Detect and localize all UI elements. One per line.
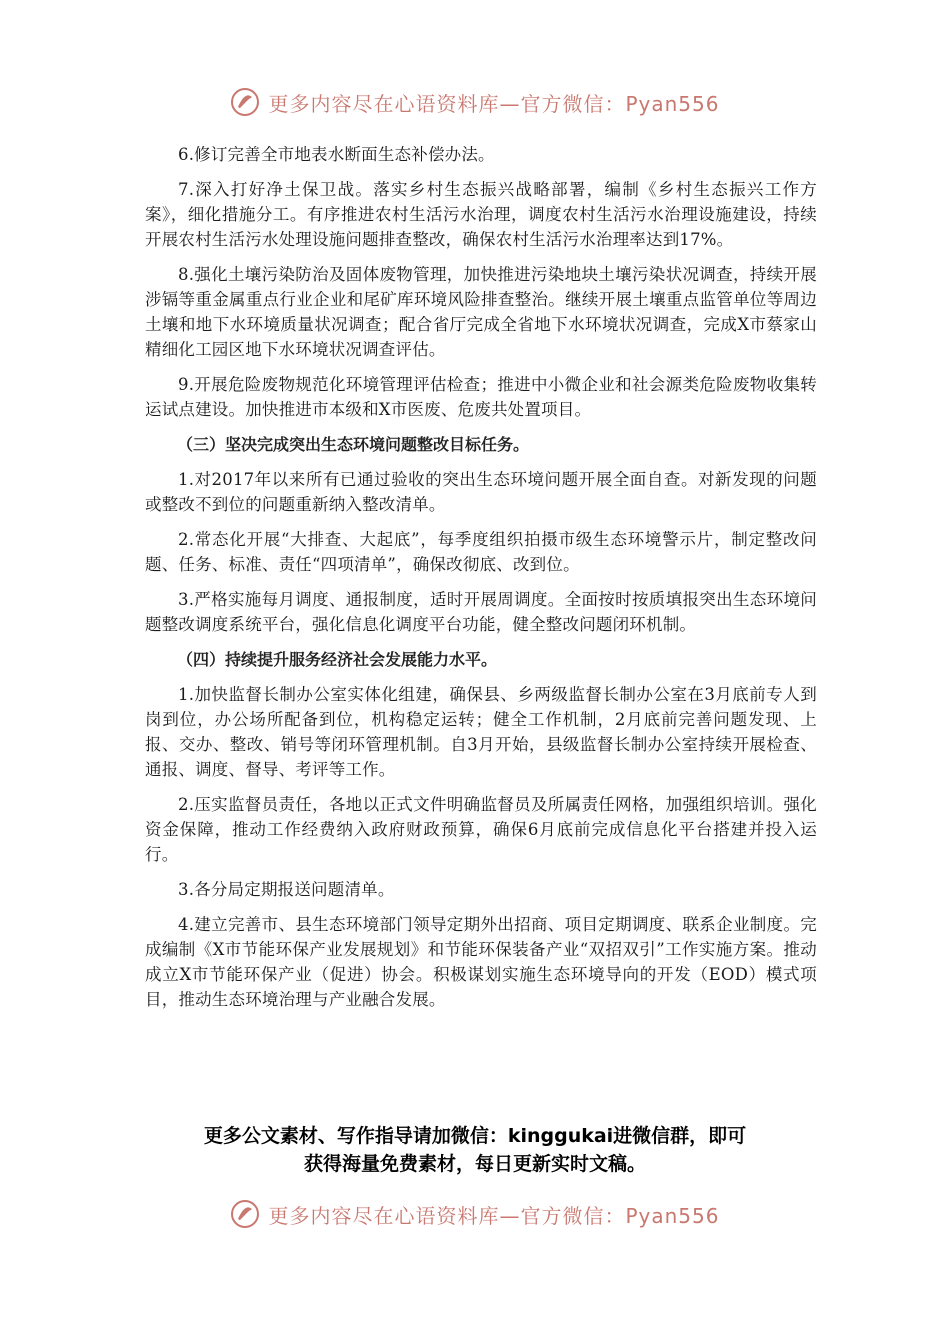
- footer-watermark: [0, 1194, 950, 1234]
- promo-line-1: 更多公文素材、写作指导请加微信：kinggukai进微信群，即可: [203, 1125, 747, 1147]
- body-paragraph: 9.开展危险废物规范化环境管理评估检查；推进中小微企业和社会源类危险废物收集转运试点建设。加快推进市本级和X市医废、危废共处置项目。: [145, 375, 817, 419]
- body-paragraph: 7.深入打好净土保卫战。落实乡村生态振兴战略部署，编制《乡村生态振兴工作方案》，细化措施分工。有序推进农村生活污水治理，调度农村生活污水治理设施建设，持续开展农村生活污水处理设施问题排查整改，确保农村生活污水治理率达到17%。: [145, 180, 817, 249]
- section-heading: （四）持续提升服务经济社会发展能力水平。: [177, 650, 498, 669]
- body-paragraph: 2.常态化开展“大排查、大起底”，每季度组织拍摄市级生态环境警示片，制定整改问题、任务、标准、责任“四项清单”，确保改彻底、改到位。: [145, 530, 817, 574]
- body-paragraph: 1.加快监督长制办公室实体化组建，确保县、乡两级监督长制办公室在3月底前专人到岗到位，办公场所配备到位，机构稳定运转；健全工作机制，2月底前完善问题发现、上报、交办、整改、销号等闭环管理机制。自3月开始，县级监督长制办公室持续开展检查、通报、调度、督导、考评等工作。: [145, 685, 817, 779]
- body-paragraph: 6.修订完善全市地表水断面生态补偿办法。: [178, 145, 495, 164]
- logo-icon: [230, 87, 260, 117]
- section-heading: （三）坚决完成突出生态环境问题整改目标任务。: [177, 435, 530, 454]
- body-paragraph: 8.强化土壤污染防治及固体废物管理，加快推进污染地块土壤污染状况调查，持续开展涉镉等重金属重点行业企业和尾矿库环境风险排查整治。继续开展土壤重点监管单位等周边土壤和地下水环境质量状况调查；配合省厅完成全省地下水环境状况调查，完成X市蔡家山精细化工园区地下水环境状况调查评估。: [145, 265, 817, 359]
- body-paragraph: 2.压实监督员责任，各地以正式文件明确监督员及所属责任网格，加强组织培训。强化资金保障，推动工作经费纳入政府财政预算，确保6月底前完成信息化平台搭建并投入运行。: [145, 795, 817, 864]
- promo-banner: [95, 1122, 855, 1178]
- header-watermark: [0, 82, 950, 122]
- watermark-text: 更多内容尽在心语资料库—官方微信：Pyan556: [268, 1203, 720, 1228]
- logo-icon: [230, 1199, 260, 1229]
- body-paragraph: 3.各分局定期报送问题清单。: [178, 880, 395, 899]
- body-paragraph: 1.对2017年以来所有已通过验收的突出生态环境问题开展全面自查。对新发现的问题或整改不到位的问题重新纳入整改清单。: [145, 470, 817, 514]
- body-paragraph: 3.严格实施每月调度、通报制度，适时开展周调度。全面按时按质填报突出生态环境问题整改调度系统平台，强化信息化调度平台功能，健全整改问题闭环机制。: [145, 590, 817, 634]
- watermark-text: 更多内容尽在心语资料库—官方微信：Pyan556: [268, 91, 720, 116]
- document-body: [145, 142, 817, 1022]
- body-paragraph: 4.建立完善市、县生态环境部门领导定期外出招商、项目定期调度、联系企业制度。完成编制《X市节能环保产业发展规划》和节能环保装备产业“双招双引”工作实施方案。推动成立X市节能环保产业（促进）协会。积极谋划实施生态环境导向的开发（EOD）模式项目，推动生态环境治理与产业融合发展。: [145, 915, 817, 1009]
- promo-line-2: 获得海量免费素材，每日更新实时文稿。: [303, 1153, 646, 1175]
